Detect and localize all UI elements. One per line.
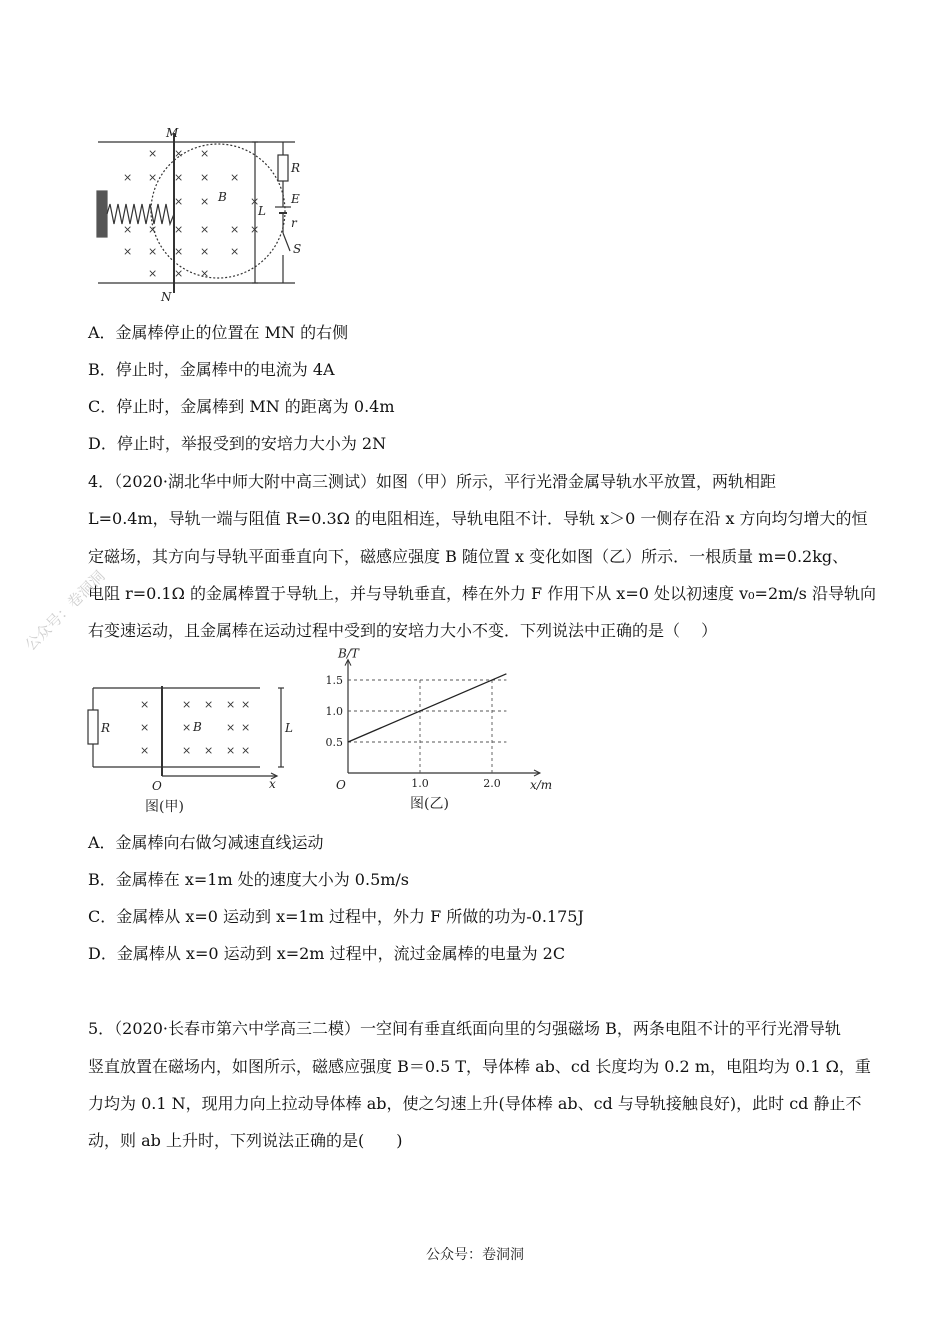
q4-stem-line-2: L=0.4m，导轨一端与阻值 R=0.3Ω 的电阻相连，导轨电阻不计．导轨 x＞0 一侧存在沿 x 方向均匀增大的恒 — [88, 509, 868, 528]
label-r: r — [291, 216, 297, 230]
svg-text:×: × — [250, 223, 260, 236]
yi-caption: 图(乙) — [410, 796, 449, 812]
label-S: S — [293, 242, 302, 256]
jia-label-L: L — [285, 721, 293, 735]
q3-option-c: C．停止时，金属棒到 MN 的距离为 0.4m — [88, 397, 395, 416]
y-axis-label: B/T — [338, 646, 359, 661]
svg-text:×: × — [204, 744, 214, 757]
svg-text:×: × — [200, 147, 210, 160]
q3-option-a: A．金属棒停止的位置在 MN 的右侧 — [88, 323, 349, 342]
svg-text:×: × — [200, 267, 210, 280]
q5-stem-line-1: 5．（2020·长春市第六中学高三二模）一空间有垂直纸面向里的匀强磁场 B，两条电阻不计的平行光滑导轨 — [88, 1019, 841, 1038]
svg-text:×: × — [226, 721, 236, 734]
svg-text:×: × — [200, 195, 210, 208]
svg-text:×: × — [241, 698, 251, 711]
q4-option-c: C．金属棒从 x=0 运动到 x=1m 过程中，外力 F 所做的功为-0.175J — [88, 907, 584, 926]
q4-stem-line-4: 电阻 r=0.1Ω 的金属棒置于导轨上，并与导轨垂直，棒在外力 F 作用下从 x=0 处以初速度 v₀=2m/s 沿导轨向 — [88, 584, 876, 603]
q4-stem-line-3: 定磁场，其方向与导轨平面垂直向下，磁感应强度 B 随位置 x 变化如图（乙）所示．一根质量 m=0.2kg、 — [88, 547, 849, 566]
figure-yi-chart — [310, 646, 553, 818]
jia-caption: 图(甲) — [145, 799, 184, 815]
label-B: B — [218, 190, 227, 204]
svg-text:×: × — [226, 698, 236, 711]
svg-text:×: × — [148, 267, 158, 280]
jia-label-R: R — [101, 721, 111, 735]
svg-text:×: × — [230, 245, 240, 258]
label-E: E — [291, 192, 300, 206]
watermark: 公众号：卷洞洞 — [21, 567, 109, 655]
label-L: L — [258, 204, 266, 218]
q5-stem-line-3: 力均为 0.1 N，现用力向上拉动导体棒 ab，使之匀速上升(导体棒 ab、cd 与导轨接触良好)，此时 cd 静止不 — [88, 1094, 862, 1113]
y-tick-label: 0.5 — [325, 736, 343, 749]
svg-text:×: × — [182, 744, 192, 757]
label-M: M — [166, 126, 179, 140]
series-line — [348, 674, 506, 742]
label-R: R — [291, 161, 301, 175]
svg-text:×: × — [123, 245, 133, 258]
svg-text:×: × — [140, 744, 150, 757]
y-tick-label: 1.5 — [325, 674, 343, 687]
x-tick-label: 1.0 — [411, 777, 429, 790]
svg-text:×: × — [148, 171, 158, 184]
svg-text:×: × — [241, 721, 251, 734]
q4-option-b: B．金属棒在 x=1m 处的速度大小为 0.5m/s — [88, 870, 410, 889]
q3-option-b: B．停止时，金属棒中的电流为 4A — [88, 360, 335, 379]
svg-text:×: × — [174, 171, 184, 184]
svg-text:×: × — [200, 223, 210, 236]
svg-text:×: × — [174, 245, 184, 258]
svg-text:×: × — [230, 223, 240, 236]
svg-text:×: × — [200, 171, 210, 184]
y-tick-label: 1.0 — [325, 705, 343, 718]
svg-text:×: × — [250, 195, 260, 208]
jia-label-B: B — [193, 720, 202, 734]
figure-spring-circuit — [90, 125, 320, 305]
q4-option-d: D．金属棒从 x=0 运动到 x=2m 过程中，流过金属棒的电量为 2C — [88, 944, 566, 963]
figure-jia — [85, 678, 300, 818]
svg-text:×: × — [140, 721, 150, 734]
svg-text:×: × — [182, 721, 192, 734]
q4-stem-line-5: 右变速运动，且金属棒在运动过程中受到的安培力大小不变．下列说法中正确的是（ ） — [88, 621, 718, 640]
svg-text:×: × — [182, 698, 192, 711]
q5-stem-line-4: 动，则 ab 上升时，下列说法正确的是( ) — [88, 1131, 403, 1150]
jia-label-O: O — [152, 779, 162, 793]
q4-stem-line-1: 4．（2020·湖北华中师大附中高三测试）如图（甲）所示，平行光滑金属导轨水平放置，两轨相距 — [88, 472, 776, 491]
svg-text:×: × — [148, 223, 158, 236]
svg-text:×: × — [174, 223, 184, 236]
svg-text:×: × — [140, 698, 150, 711]
svg-text:×: × — [204, 698, 214, 711]
svg-text:×: × — [226, 744, 236, 757]
svg-text:×: × — [123, 223, 133, 236]
svg-text:×: × — [123, 171, 133, 184]
label-N: N — [161, 290, 172, 304]
svg-text:×: × — [148, 147, 158, 160]
svg-text:×: × — [148, 245, 158, 258]
svg-text:×: × — [174, 267, 184, 280]
q3-option-d: D．停止时，举报受到的安培力大小为 2N — [88, 434, 387, 453]
svg-text:×: × — [230, 171, 240, 184]
svg-text:×: × — [174, 147, 184, 160]
x-axis-label: x/m — [530, 778, 553, 792]
x-tick-label: 2.0 — [483, 777, 501, 790]
q4-option-a: A．金属棒向右做匀减速直线运动 — [88, 833, 324, 852]
jia-label-x: x — [269, 777, 276, 791]
svg-text:×: × — [174, 195, 184, 208]
origin-label: O — [336, 778, 346, 792]
q5-stem-line-2: 竖直放置在磁场内，如图所示，磁感应强度 B＝0.5 T，导体棒 ab、cd 长度均为 0.2 m，电阻均为 0.1 Ω，重 — [88, 1057, 871, 1076]
svg-text:×: × — [200, 245, 210, 258]
svg-text:×: × — [241, 744, 251, 757]
footer: 公众号：卷洞洞 — [426, 1247, 524, 1263]
